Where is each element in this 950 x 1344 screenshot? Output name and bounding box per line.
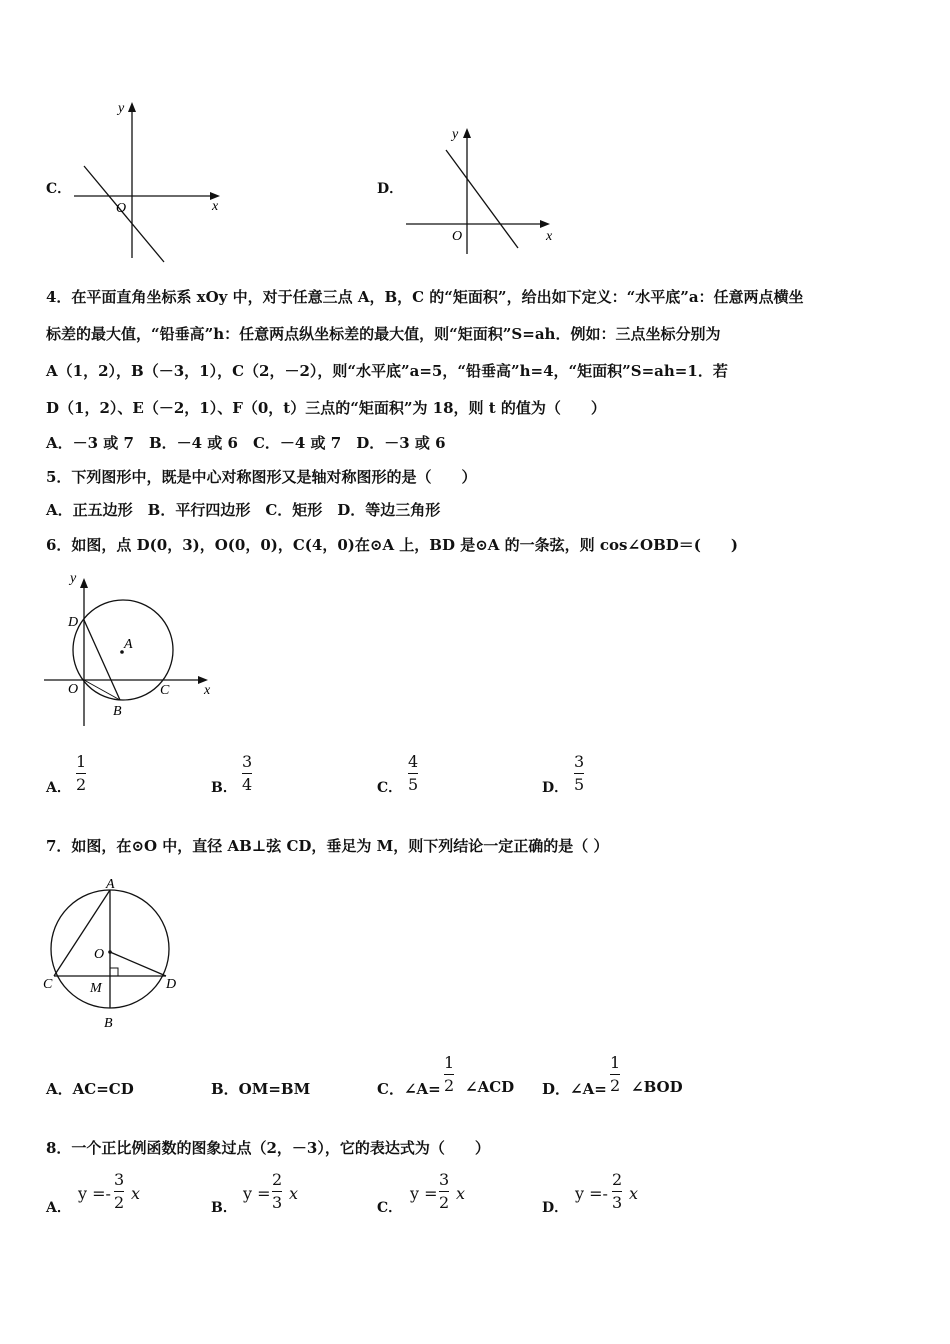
q8-option-a-var: x xyxy=(131,1184,141,1203)
q8-option-d-label: D． xyxy=(542,1200,569,1216)
q7-point-o-label: O xyxy=(94,947,105,962)
q7-option-d-suffix: ∠BOD xyxy=(631,1078,683,1096)
q6-option-a-fraction: 1 2 xyxy=(76,752,87,794)
q7-point-d-label: D xyxy=(166,977,177,992)
q6-option-d-label: D． xyxy=(542,780,569,796)
q4-stem-line3: A（1，2），B（－3，1），C（2，－2），则“水平底”a=5，“铅垂高”h=4，“矩面积”S=ah=1．若 xyxy=(46,362,728,380)
q4-stem-line4: D（1，2）、E（－2，1）、F（0，t）三点的“矩面积”为 18，则 t 的值为（ ） xyxy=(46,399,606,417)
q6-figure xyxy=(40,568,225,728)
q4-stem-line1: 4．在平面直角坐标系 xOy 中，对于任意三点 A，B，C 的“矩面积”，给出如下定义：“水平底”a：任意两点横坐 xyxy=(46,288,804,306)
q7-option-a: A．AC=CD xyxy=(46,1080,134,1098)
q7-point-b-label: B xyxy=(104,1016,113,1031)
q6-point-b-label: B xyxy=(113,704,122,719)
q6-option-c-fraction: 4 5 xyxy=(408,752,419,794)
q3-graph-c xyxy=(64,92,234,267)
q6-option-d-fraction: 3 5 xyxy=(574,752,585,794)
q7-point-c-label: C xyxy=(43,977,53,992)
q8-option-b-fraction: 2 3 xyxy=(272,1170,283,1212)
q7-option-d-half: 1 2 xyxy=(610,1053,621,1095)
q6-option-b-fraction: 3 4 xyxy=(242,752,253,794)
q7-point-a-label: A xyxy=(106,877,115,892)
q7-option-c-prefix: C．∠A= xyxy=(377,1080,441,1098)
q8-option-d-prefix: y =- xyxy=(575,1184,608,1203)
q8-option-b-prefix: y = xyxy=(243,1184,271,1203)
q8-option-a-label: A． xyxy=(46,1200,71,1216)
q3-option-d-label: D． xyxy=(377,181,404,197)
q3d-origin-label: O xyxy=(452,229,463,244)
q6-y-label: y xyxy=(70,571,77,586)
q8-option-b-label: B． xyxy=(211,1200,237,1216)
q6-point-o-label: O xyxy=(68,682,79,697)
q6-point-c-label: C xyxy=(160,683,170,698)
q3-graph-d xyxy=(400,120,570,260)
q3c-x-label: x xyxy=(212,199,219,214)
q3c-y-label: y xyxy=(118,101,125,116)
q7-stem: 7．如图，在⊙O 中，直径 AB⊥弦 CD，垂足为 M，则下列结论一定正确的是（ ） xyxy=(46,837,609,855)
q8-stem: 8．一个正比例函数的图象过点（2，－3），它的表达式为（ ） xyxy=(46,1139,490,1157)
q6-stem: 6．如图，点 D(0，3)，O(0，0)，C(4，0)在⊙A 上，BD 是⊙A 的一条弦，则 cos∠OBD＝( ) xyxy=(46,536,738,554)
q8-option-d-var: x xyxy=(629,1184,639,1203)
q6-option-a-label: A． xyxy=(46,780,71,796)
q4-stem-line2: 标差的最大值，“铅垂高”h：任意两点纵坐标差的最大值，则“矩面积”S=ah．例如：三点坐标分别为 xyxy=(46,325,721,343)
q8-option-c-label: C． xyxy=(377,1200,403,1216)
q7-option-c-suffix: ∠ACD xyxy=(465,1078,515,1096)
q8-option-b-var: x xyxy=(289,1184,299,1203)
q8-option-d-fraction: 2 3 xyxy=(612,1170,623,1212)
q7-figure xyxy=(40,872,190,1032)
q7-point-m-label: M xyxy=(90,981,102,996)
q5-options: A．正五边形 B．平行四边形 C．矩形 D．等边三角形 xyxy=(46,501,441,519)
q3d-y-label: y xyxy=(452,127,459,142)
q7-option-b: B．OM=BM xyxy=(211,1080,311,1098)
q8-option-c-prefix: y = xyxy=(410,1184,438,1203)
q6-option-c-label: C． xyxy=(377,780,403,796)
q7-option-d-prefix: D．∠A= xyxy=(542,1080,607,1098)
q4-options: A．－3 或 7 B．－4 或 6 C．－4 或 7 D．－3 或 6 xyxy=(46,434,446,452)
q5-stem: 5．下列图形中，既是中心对称图形又是轴对称图形的是（ ） xyxy=(46,468,477,486)
q8-option-a-prefix: y =- xyxy=(78,1184,111,1203)
q7-option-c-half: 1 2 xyxy=(444,1053,455,1095)
q6-x-label: x xyxy=(204,683,211,698)
q6-point-a-label: A xyxy=(124,637,133,652)
q8-option-c-fraction: 3 2 xyxy=(439,1170,450,1212)
q3-option-c-label: C． xyxy=(46,181,72,197)
q6-point-d-label: D xyxy=(68,615,79,630)
q6-option-b-label: B． xyxy=(211,780,237,796)
q8-option-c-var: x xyxy=(456,1184,466,1203)
q8-option-a-fraction: 3 2 xyxy=(114,1170,125,1212)
q3c-origin-label: O xyxy=(116,201,127,216)
q3d-x-label: x xyxy=(546,229,553,244)
